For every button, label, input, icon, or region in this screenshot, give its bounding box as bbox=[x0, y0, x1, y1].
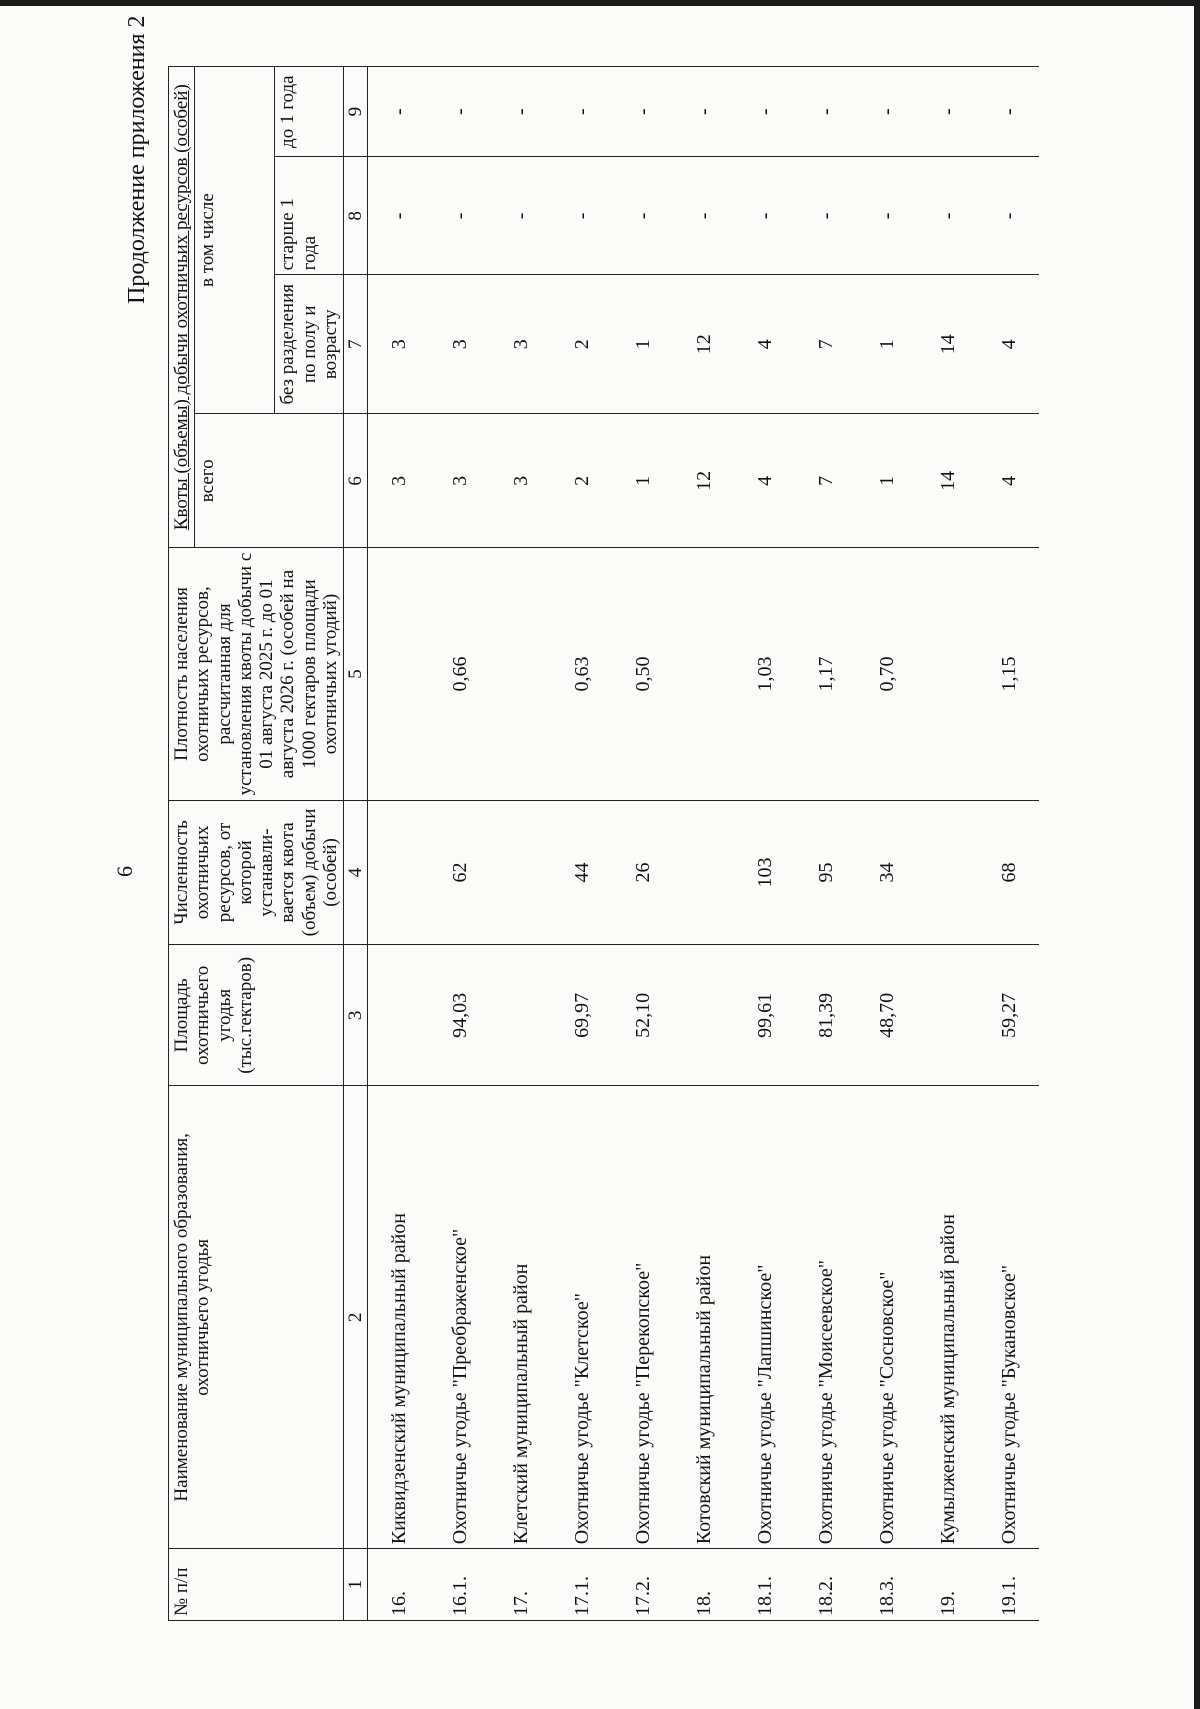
row-name: Охотничье угодье "Моисеевское" bbox=[795, 1086, 856, 1549]
row-younger: - bbox=[368, 67, 430, 157]
row-count bbox=[673, 800, 734, 945]
row-area: 59,27 bbox=[978, 945, 1039, 1086]
colnum-5: 5 bbox=[344, 548, 368, 800]
colnum-8: 8 bbox=[344, 157, 368, 275]
row-older: - bbox=[673, 157, 734, 275]
row-younger: - bbox=[734, 67, 795, 157]
row-younger: - bbox=[917, 67, 978, 157]
row-number: 19.1. bbox=[978, 1549, 1039, 1621]
header-count: Численность охотничьих ресурсов, от которой устанавли-вается квота (объем) добычи (особей) bbox=[169, 800, 344, 945]
row-density: 1,17 bbox=[795, 548, 856, 800]
row-total: 2 bbox=[551, 414, 612, 548]
row-older: - bbox=[551, 157, 612, 275]
row-number: 18.2. bbox=[795, 1549, 856, 1621]
row-density: 0,70 bbox=[856, 548, 917, 800]
row-count bbox=[917, 800, 978, 945]
header-in-that-number: в том числе bbox=[195, 67, 275, 414]
row-name: Клетский муниципальный район bbox=[490, 1086, 551, 1549]
row-no-sex: 1 bbox=[612, 275, 673, 414]
row-name: Охотничье угодье "Лапшинское" bbox=[734, 1086, 795, 1549]
row-number: 17.2. bbox=[612, 1549, 673, 1621]
row-number: 17.1. bbox=[551, 1549, 612, 1621]
row-area bbox=[917, 945, 978, 1086]
colnum-4: 4 bbox=[344, 800, 368, 945]
row-number: 17. bbox=[490, 1549, 551, 1621]
table-body bbox=[368, 67, 1040, 1621]
row-count bbox=[368, 800, 430, 945]
row-count: 62 bbox=[429, 800, 490, 945]
table-row bbox=[490, 67, 551, 1621]
row-total: 3 bbox=[429, 414, 490, 548]
colnum-2: 2 bbox=[344, 1086, 368, 1549]
row-no-sex: 12 bbox=[673, 275, 734, 414]
table-row bbox=[734, 67, 795, 1621]
row-number: 18.3. bbox=[856, 1549, 917, 1621]
page-number: 6 bbox=[112, 866, 137, 877]
row-older: - bbox=[734, 157, 795, 275]
header-density: Плотность населения охотничьих ресурсов, рассчитанная для установления квоты добычи с 01 августа 2025 г. до 01 августа 2026 г. (особей на 1000 гектаров площади охотничьих угодий) bbox=[169, 548, 344, 800]
header-area: Площадь охотничьего угодья (тыс.гектаров) bbox=[169, 945, 344, 1086]
row-name: Киквидзенский муниципальный район bbox=[368, 1086, 430, 1549]
row-total: 1 bbox=[856, 414, 917, 548]
row-total: 14 bbox=[917, 414, 978, 548]
row-older: - bbox=[795, 157, 856, 275]
row-total: 4 bbox=[734, 414, 795, 548]
row-no-sex: 7 bbox=[795, 275, 856, 414]
row-older: - bbox=[856, 157, 917, 275]
colnum-3: 3 bbox=[344, 945, 368, 1086]
row-density: 0,50 bbox=[612, 548, 673, 800]
header-older: старше 1 года bbox=[275, 157, 344, 275]
row-older: - bbox=[490, 157, 551, 275]
table-row bbox=[673, 67, 734, 1621]
header-num: № п/п bbox=[169, 1549, 344, 1621]
row-older: - bbox=[368, 157, 430, 275]
table-row bbox=[612, 67, 673, 1621]
row-number: 18.1. bbox=[734, 1549, 795, 1621]
row-area: 48,70 bbox=[856, 945, 917, 1086]
row-number: 19. bbox=[917, 1549, 978, 1621]
header-quota-group-label: Квоты (объемы) добычи охотничьих ресурсов (особей) bbox=[171, 84, 192, 531]
row-count: 34 bbox=[856, 800, 917, 945]
row-no-sex: 2 bbox=[551, 275, 612, 414]
row-number: 16. bbox=[368, 1549, 430, 1621]
colnum-6: 6 bbox=[344, 414, 368, 548]
row-total: 12 bbox=[673, 414, 734, 548]
row-density: 1,15 bbox=[978, 548, 1039, 800]
row-younger: - bbox=[795, 67, 856, 157]
row-younger: - bbox=[673, 67, 734, 157]
row-no-sex: 3 bbox=[490, 275, 551, 414]
row-name: Охотничье угодье "Преображенское" bbox=[429, 1086, 490, 1549]
table-row bbox=[978, 67, 1039, 1621]
header-total: всего bbox=[195, 414, 344, 548]
colnum-7: 7 bbox=[344, 275, 368, 414]
row-density: 0,66 bbox=[429, 548, 490, 800]
header-no-sex: без разделения по полу и возрасту bbox=[275, 275, 344, 414]
colnum-9: 9 bbox=[344, 67, 368, 157]
colnum-1: 1 bbox=[344, 1549, 368, 1621]
header-quota-group bbox=[169, 67, 195, 548]
header-younger: до 1 года bbox=[275, 67, 344, 157]
row-younger: - bbox=[978, 67, 1039, 157]
row-name: Котовский муниципальный район bbox=[673, 1086, 734, 1549]
row-area bbox=[673, 945, 734, 1086]
row-older: - bbox=[612, 157, 673, 275]
column-number-row bbox=[344, 67, 368, 1621]
row-density: 0,63 bbox=[551, 548, 612, 800]
row-no-sex: 3 bbox=[429, 275, 490, 414]
row-older: - bbox=[429, 157, 490, 275]
row-younger: - bbox=[612, 67, 673, 157]
row-count: 95 bbox=[795, 800, 856, 945]
table-row bbox=[551, 67, 612, 1621]
row-no-sex: 4 bbox=[734, 275, 795, 414]
row-no-sex: 14 bbox=[917, 275, 978, 414]
quota-table bbox=[168, 66, 1039, 1621]
row-no-sex: 1 bbox=[856, 275, 917, 414]
row-younger: - bbox=[490, 67, 551, 157]
row-count: 103 bbox=[734, 800, 795, 945]
row-density bbox=[673, 548, 734, 800]
row-total: 3 bbox=[490, 414, 551, 548]
row-area: 52,10 bbox=[612, 945, 673, 1086]
row-count: 68 bbox=[978, 800, 1039, 945]
row-no-sex: 3 bbox=[368, 275, 430, 414]
table-row bbox=[429, 67, 490, 1621]
table-row bbox=[917, 67, 978, 1621]
row-total: 7 bbox=[795, 414, 856, 548]
row-area bbox=[368, 945, 430, 1086]
row-name: Охотничье угодье "Букановское" bbox=[978, 1086, 1039, 1549]
row-total: 1 bbox=[612, 414, 673, 548]
row-no-sex: 4 bbox=[978, 275, 1039, 414]
row-area: 94,03 bbox=[429, 945, 490, 1086]
row-total: 3 bbox=[368, 414, 430, 548]
row-name: Охотничье угодье "Сосновское" bbox=[856, 1086, 917, 1549]
table-row bbox=[368, 67, 430, 1621]
row-area: 81,39 bbox=[795, 945, 856, 1086]
row-older: - bbox=[917, 157, 978, 275]
row-older: - bbox=[978, 157, 1039, 275]
row-name: Кумылженский муниципальный район bbox=[917, 1086, 978, 1549]
row-density: 1,03 bbox=[734, 548, 795, 800]
row-area: 69,97 bbox=[551, 945, 612, 1086]
table-row bbox=[795, 67, 856, 1621]
row-total: 4 bbox=[978, 414, 1039, 548]
row-number: 18. bbox=[673, 1549, 734, 1621]
row-density bbox=[368, 548, 430, 800]
row-younger: - bbox=[429, 67, 490, 157]
row-name: Охотничье угодье "Перекопское" bbox=[612, 1086, 673, 1549]
row-area: 99,61 bbox=[734, 945, 795, 1086]
continuation-title: Продолжение приложения 2 bbox=[124, 15, 150, 304]
row-count bbox=[490, 800, 551, 945]
row-count: 44 bbox=[551, 800, 612, 945]
row-younger: - bbox=[551, 67, 612, 157]
row-area bbox=[490, 945, 551, 1086]
row-number: 16.1. bbox=[429, 1549, 490, 1621]
row-density bbox=[917, 548, 978, 800]
row-name: Охотничье угодье "Клетское" bbox=[551, 1086, 612, 1549]
header-row-1 bbox=[169, 67, 195, 1621]
row-density bbox=[490, 548, 551, 800]
row-count: 26 bbox=[612, 800, 673, 945]
table-row bbox=[856, 67, 917, 1621]
header-name: Наименование муниципального образования, охотничьего угодья bbox=[169, 1086, 344, 1549]
row-younger: - bbox=[856, 67, 917, 157]
